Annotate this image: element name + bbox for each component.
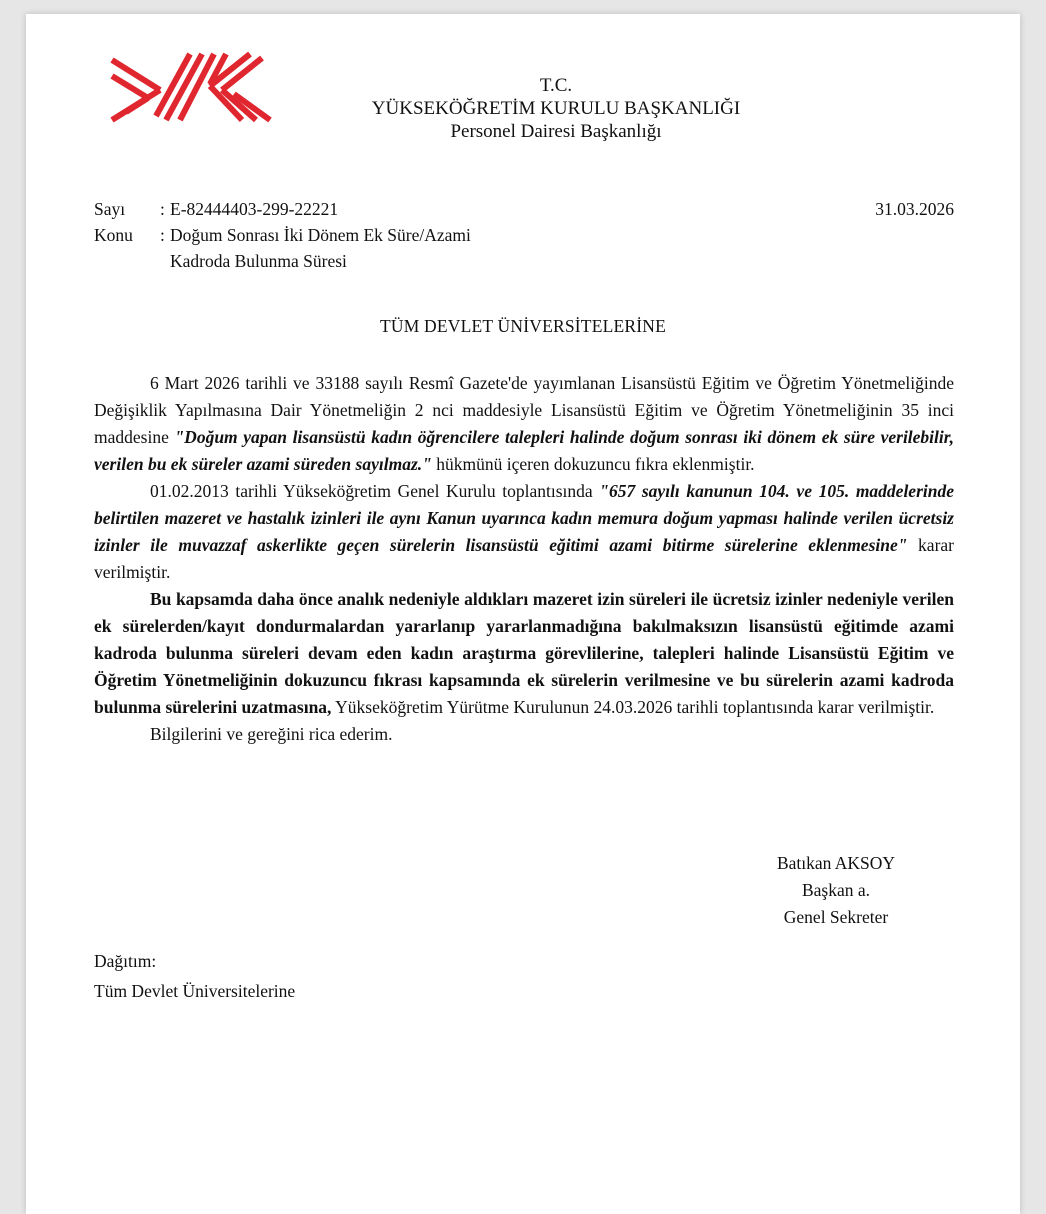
- paragraph-3: [94, 586, 954, 721]
- header-institution: YÜKSEKÖĞRETİM KURULU BAŞKANLIĞI: [371, 98, 741, 119]
- paragraph-2: [94, 478, 954, 586]
- konu-value-line1: Doğum Sonrası İki Dönem Ek Süre/Azami: [170, 225, 471, 245]
- p2-quote: "657 sayılı kanunun 104. ve 105. maddelerinde belirtilen mazeret ve hastalık izinleri ile aynı Kanun uyarınca kadın memura doğum yapması halinde verilen ücretsiz izinler ile muvazzaf askerlikte geçen sürelerin lisansüstü eğitimi azami bitirme sürelerine eklenmesine": [94, 481, 955, 555]
- letter-body: [94, 370, 954, 748]
- recipient-heading: TÜM DEVLET ÜNİVERSİTELERİNE: [379, 316, 666, 336]
- signature-block: [726, 850, 946, 931]
- p3-bold: Bu kapsamda daha önce analık nedeniyle aldıkları mazeret izin süreleri ile ücretsiz izinler nedeniyle verilen ek sürelerden/kayıt dondurmalardan yararlanıp yararlanmadığına bakılmaksızın lisansüstü eğitimde azami kadroda bulunma süreleri devam eden kadın araştırma görevlilerine, talepleri halinde Lisansüstü Eğitim ve Öğretim Yönetmeliğinin dokuzuncu fıkrası kapsamında ek sürelerin verilmesine ve bu sürelerin azami kadroda bulunma sürelerini uzatmasına,: [94, 589, 954, 717]
- document-meta: [94, 196, 954, 274]
- header-department: Personel Dairesi Başkanlığı: [450, 121, 662, 142]
- header-tc: T.C.: [539, 75, 573, 96]
- konu-row: [94, 222, 954, 248]
- colon: :: [160, 225, 165, 245]
- document-date: 31.03.2026: [875, 199, 954, 219]
- signatory-name: Batıkan AKSOY: [776, 853, 896, 873]
- signatory-title-1: Başkan a.: [801, 880, 871, 900]
- sayi-row: [94, 196, 954, 222]
- distribution: [94, 946, 295, 1006]
- paragraph-4: Bilgilerini ve gereğini rica ederim.: [150, 724, 393, 744]
- konu-value-line2: Kadroda Bulunma Süresi: [170, 251, 347, 271]
- distribution-label: Dağıtım:: [94, 951, 157, 971]
- p2-end: karar verilmiştir.: [94, 535, 954, 582]
- colon: :: [160, 199, 165, 219]
- p3-end: Yükseköğretim Yürütme Kurulunun 24.03.2026 tarihli toplantısında karar verilmiştir.: [331, 697, 935, 717]
- document-page: [26, 14, 1020, 1214]
- p2-text: 01.02.2013 tarihli Yükseköğretim Genel Kurulu toplantısında: [150, 481, 600, 501]
- signatory-title-2: Genel Sekreter: [783, 907, 889, 927]
- sayi-label: Sayı: [94, 199, 126, 219]
- distribution-item: Tüm Devlet Üniversitelerine: [94, 981, 296, 1001]
- p1-quote: "Doğum yapan lisansüstü kadın öğrencilere talepleri halinde doğum sonrası iki dönem ek süre verilebilir, verilen bu ek süreler azami süreden sayılmaz.": [94, 427, 954, 474]
- p1-end: hükmünü içeren dokuzuncu fıkra eklenmiştir.: [431, 454, 755, 474]
- letterhead: [226, 74, 886, 143]
- paragraph-1: [94, 370, 954, 478]
- p1-text: 6 Mart 2026 tarihli ve 33188 sayılı Resmî Gazete'de yayımlanan Lisansüstü Eğitim ve Öğretim Yönetmeliğinde Değişiklik Yapılmasına Dair Yönetmeliğin 2 nci maddesiyle Lisansüstü Eğitim ve Öğretim Yönetmeliğinin 35 inci maddesine: [94, 373, 954, 447]
- sayi-value: E-82444403-299-22221: [170, 199, 339, 219]
- konu-label: Konu: [94, 225, 133, 245]
